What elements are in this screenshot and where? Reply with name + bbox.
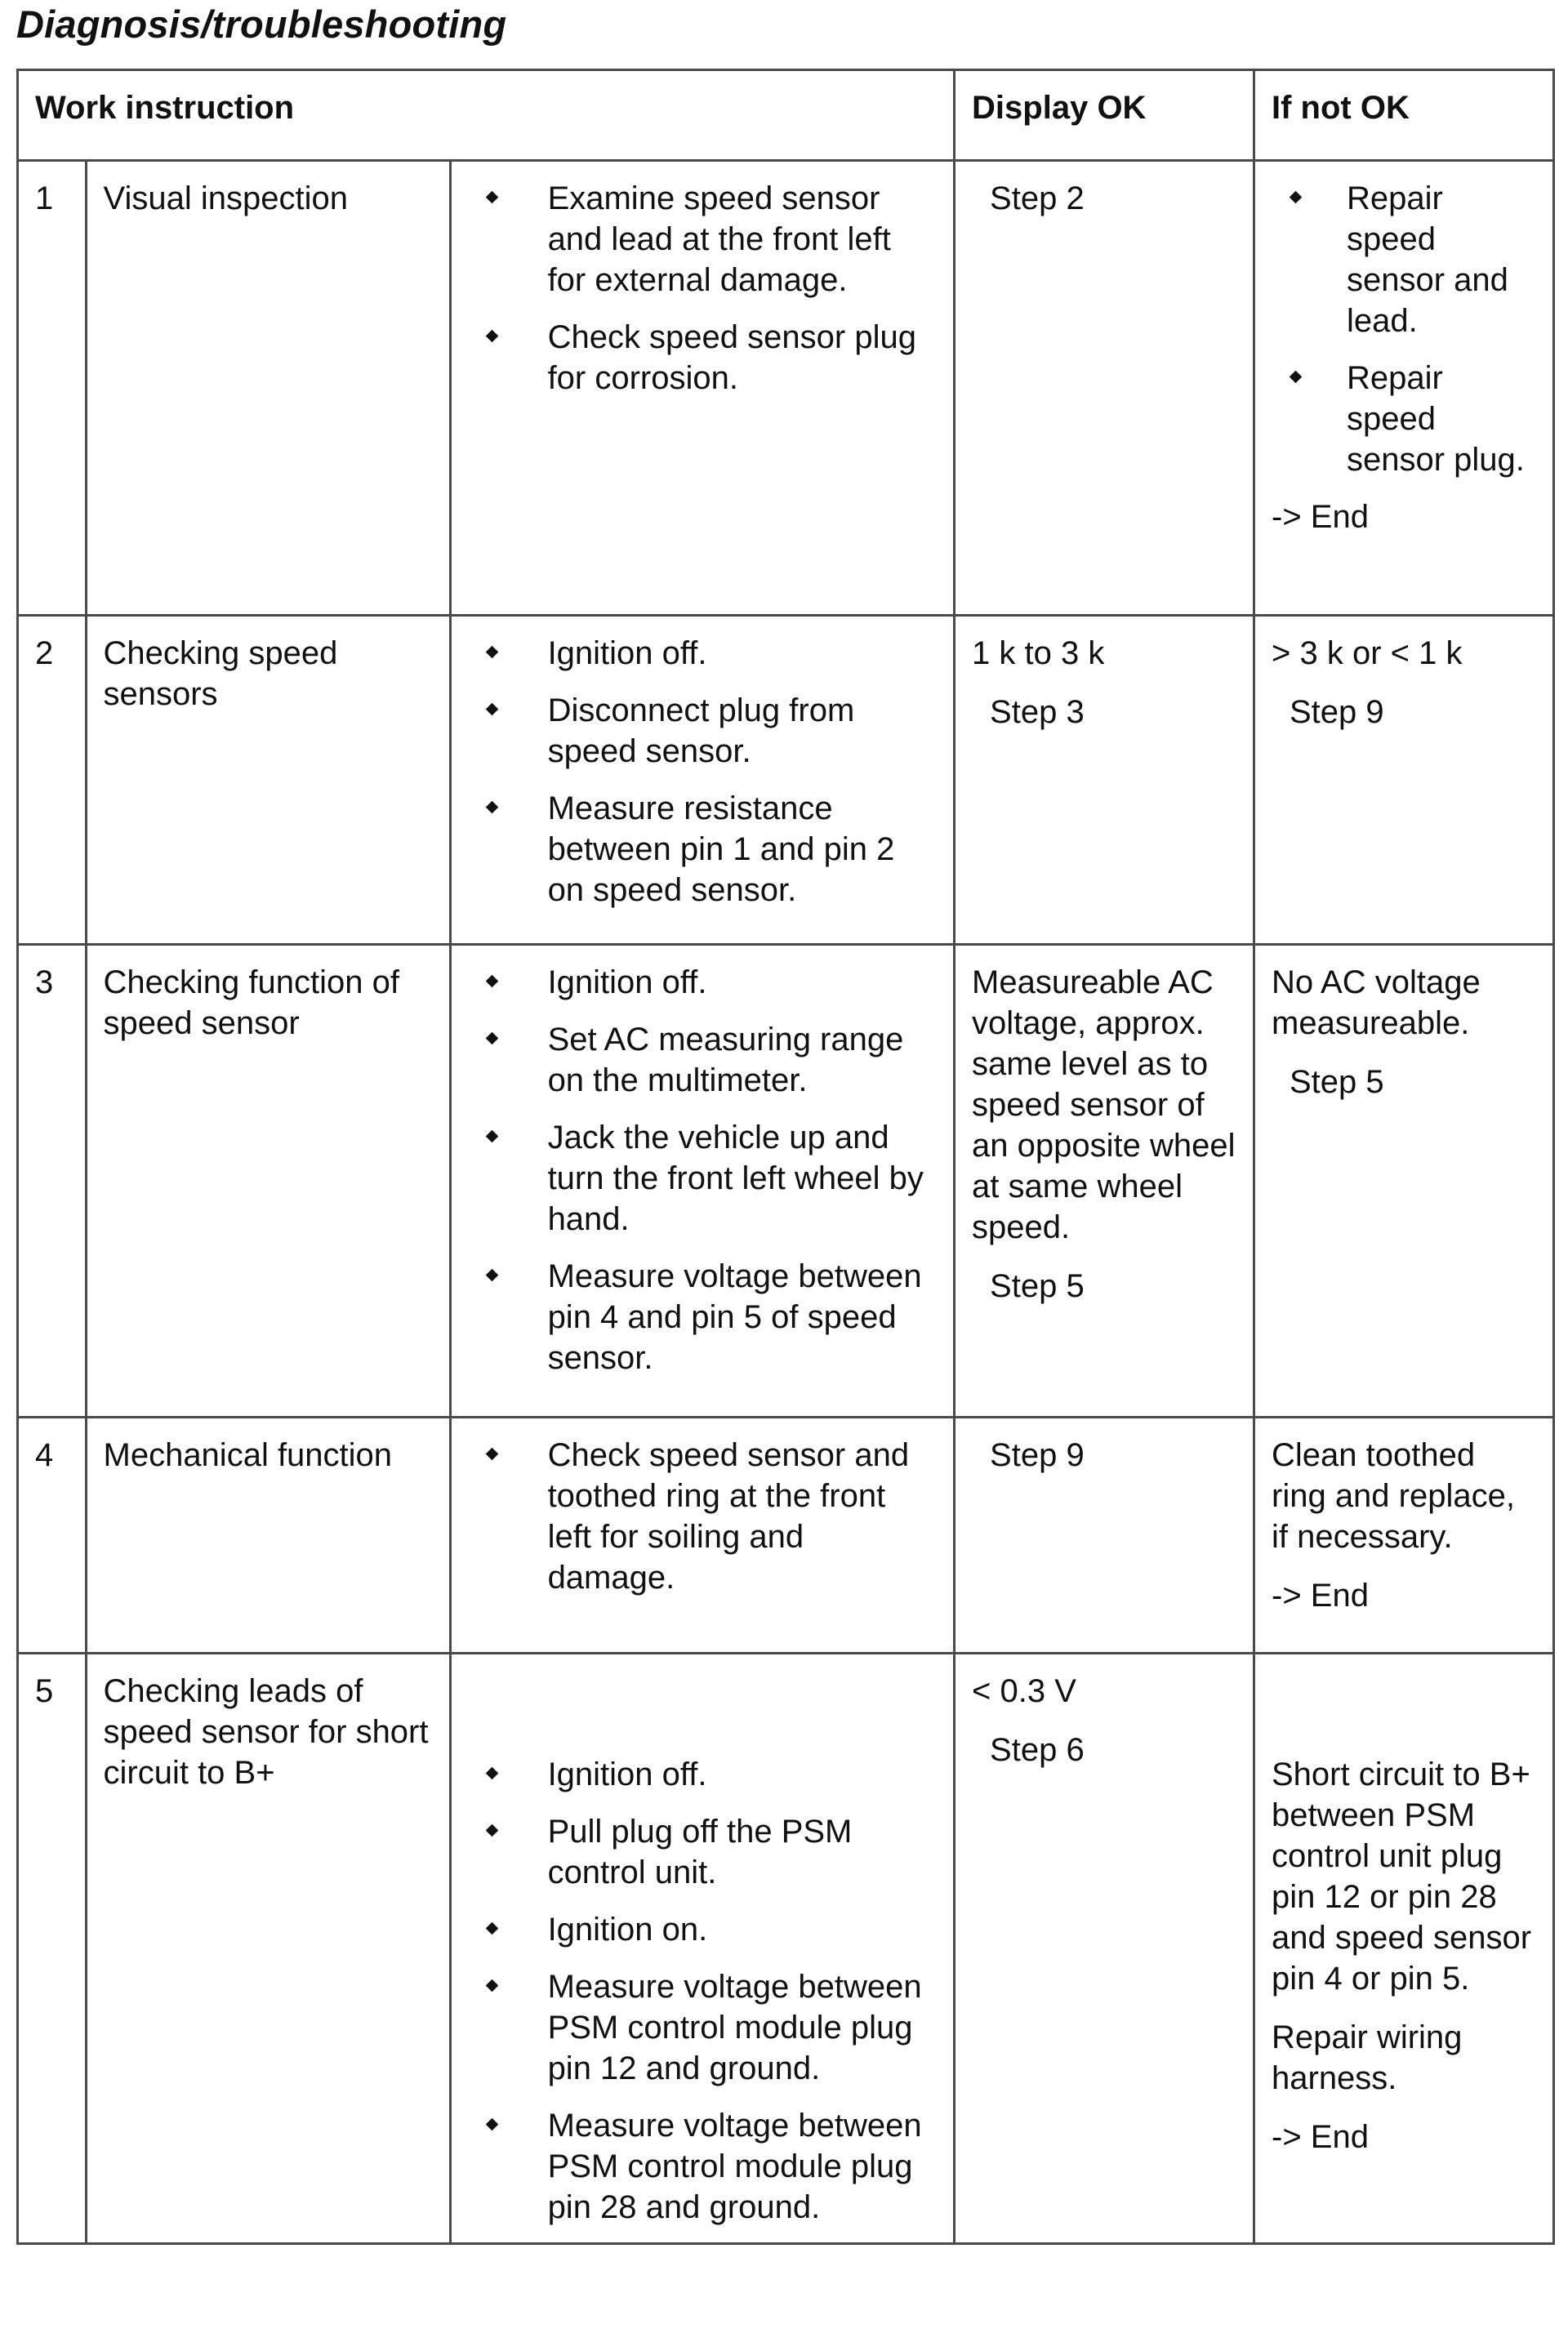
display-ok-cell [955,616,1254,945]
bullet-diamond-icon [485,1269,498,1282]
table-row [18,1418,1554,1654]
instruction-item: Ignition off. [468,962,937,1003]
table-row [18,161,1554,616]
step-number: 3 [18,945,87,1418]
troubleshooting-table [16,69,1555,2245]
step-task: Checking leads of speed sensor for short circuit to B+ [86,1654,450,2244]
remedy-item: Repair speed sensor plug. [1272,358,1536,480]
instruction-item: Examine speed sensor and lead at the front left for external damage. [468,178,937,301]
instruction-item: Measure voltage between PSM control module plug pin 28 and ground. [468,2105,937,2228]
display-ok-cell [955,1654,1254,2244]
display-ok-cell [955,945,1254,1418]
if-not-ok-step: Step 5 [1290,1064,1384,1100]
step-instructions [450,161,954,616]
display-ok-step: Step 3 [990,694,1085,730]
if-not-ok-cell [1254,616,1554,945]
end-marker: -> End [1272,499,1369,535]
display-ok-step: Step 2 [990,180,1085,216]
instruction-item: Ignition on. [468,1909,937,1950]
bullet-diamond-icon [485,1130,498,1143]
bullet-diamond-icon [1290,371,1303,384]
display-ok-step: Step 9 [990,1437,1085,1473]
instruction-item: Check speed sensor and toothed ring at the front left for soiling and damage. [468,1435,937,1598]
bullet-diamond-icon [485,801,498,814]
instruction-item: Measure voltage between pin 4 and pin 5 of speed sensor. [468,1256,937,1378]
table-row [18,945,1554,1418]
if-not-ok-cell [1254,1654,1554,2244]
bullet-diamond-icon [485,1922,498,1935]
step-number: 1 [18,161,87,616]
bullet-diamond-icon [485,1767,498,1780]
bullet-diamond-icon [485,975,498,988]
step-instructions [450,616,954,945]
bullet-diamond-icon [485,703,498,716]
table-row [18,1654,1554,2244]
if-not-ok-step: Step 9 [1290,694,1384,730]
if-not-ok-value: No AC voltage measureable. [1272,964,1481,1041]
if-not-ok-value: Short circuit to B+ between PSM control unit plug pin 12 or pin 28 and speed sensor pin 4 or pin 5. [1272,1756,1532,1997]
end-marker: -> End [1272,2119,1369,2155]
step-instructions [450,945,954,1418]
if-not-ok-action: Repair wiring harness. [1272,2019,1463,2096]
if-not-ok-value: > 3 k or < 1 k [1272,635,1463,671]
display-ok-cell [955,1418,1254,1654]
bullet-diamond-icon [485,1448,498,1461]
display-ok-step: Step 6 [990,1732,1085,1768]
if-not-ok-value: Clean toothed ring and replace, if necessary. [1272,1437,1515,1555]
page-title: Diagnosis/troubleshooting [16,2,507,46]
bullet-diamond-icon [485,1824,498,1837]
instruction-item: Ignition off. [468,1754,937,1795]
bullet-diamond-icon [485,191,498,204]
header-work-instruction: Work instruction [18,70,955,161]
step-task: Mechanical function [86,1418,450,1654]
step-number: 5 [18,1654,87,2244]
step-task: Visual inspection [86,161,450,616]
display-ok-value: 1 k to 3 k [972,635,1105,671]
bullet-diamond-icon [485,2118,498,2131]
instruction-item: Pull plug off the PSM control unit. [468,1811,937,1893]
instruction-item: Measure resistance between pin 1 and pin 2 on speed sensor. [468,788,937,911]
instruction-item: Jack the vehicle up and turn the front left wheel by hand. [468,1117,937,1240]
step-task: Checking speed sensors [86,616,450,945]
instruction-item: Disconnect plug from speed sensor. [468,690,937,772]
instruction-item: Set AC measuring range on the multimeter. [468,1019,937,1101]
end-marker: -> End [1272,1578,1369,1614]
header-if-not-ok: If not OK [1254,70,1554,161]
bullet-diamond-icon [485,330,498,343]
bullet-diamond-icon [485,1032,498,1045]
step-number: 2 [18,616,87,945]
header-row [18,70,1554,161]
display-ok-value: < 0.3 V [972,1673,1076,1709]
bullet-diamond-icon [1290,191,1303,204]
remedy-item: Repair speed sensor and lead. [1272,178,1536,341]
header-display-ok: Display OK [955,70,1254,161]
if-not-ok-cell [1254,161,1554,616]
instruction-item: Ignition off. [468,633,937,674]
table-row [18,616,1554,945]
display-ok-value: Measureable AC voltage, approx. same level as to speed sensor of an opposite wheel at same wheel speed. [972,964,1236,1245]
step-instructions [450,1418,954,1654]
step-instructions [450,1654,954,2244]
if-not-ok-cell [1254,945,1554,1418]
step-task: Checking function of speed sensor [86,945,450,1418]
display-ok-step: Step 5 [990,1268,1085,1304]
instruction-item: Measure voltage between PSM control module plug pin 12 and ground. [468,1966,937,2089]
bullet-diamond-icon [485,1979,498,1992]
instruction-item: Check speed sensor plug for corrosion. [468,317,937,398]
step-number: 4 [18,1418,87,1654]
if-not-ok-cell [1254,1418,1554,1654]
bullet-diamond-icon [485,646,498,659]
display-ok-cell [955,161,1254,616]
